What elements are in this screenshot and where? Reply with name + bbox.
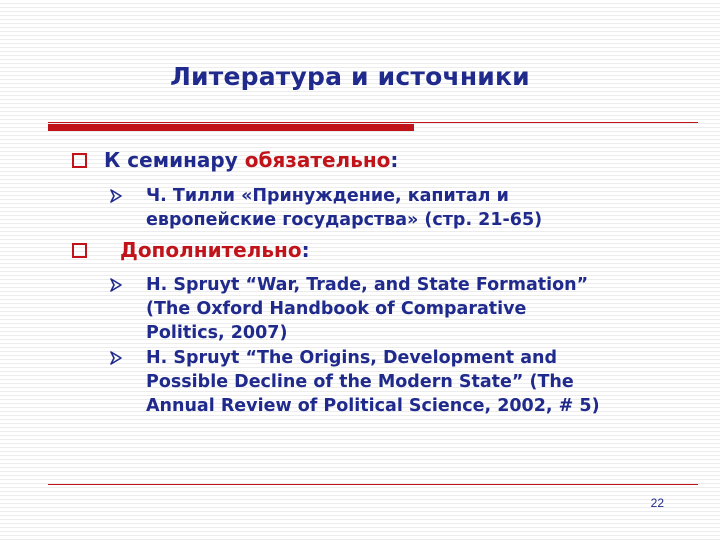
arrow-bullet-icon	[110, 278, 122, 292]
section-heading-required	[104, 148, 398, 172]
square-bullet-icon	[72, 243, 87, 258]
title-accent-bar	[48, 124, 414, 131]
list-item-line: H. Spruyt “War, Trade, and State Formation”	[146, 275, 589, 295]
arrow-bullet-icon	[110, 189, 122, 203]
list-item-spruyt-war-trade	[146, 273, 588, 345]
section-heading-emphasis: обязательно	[244, 148, 391, 172]
top-divider-line	[48, 122, 698, 123]
list-item-line: Ч. Тилли «Принуждение, капитал и	[146, 186, 509, 206]
list-item-spruyt-origins	[146, 346, 600, 418]
list-item-tilly	[146, 184, 542, 232]
list-item-line: европейские государства» (стр. 21-65)	[146, 210, 543, 230]
bottom-divider-line	[48, 484, 698, 485]
page-number: 22	[650, 496, 664, 510]
section-heading-emphasis: Дополнительно	[120, 238, 302, 262]
list-item-line: H. Spruyt “The Origins, Development and	[146, 348, 558, 368]
list-item-line: Politics, 2007)	[146, 323, 288, 343]
arrow-bullet-icon	[110, 351, 122, 365]
section-heading-additional	[120, 238, 310, 262]
section-heading-prefix: К семинару	[104, 148, 245, 172]
list-item-line: (The Oxford Handbook of Comparative	[146, 299, 527, 319]
square-bullet-icon	[72, 153, 87, 168]
section-heading-suffix: :	[390, 148, 399, 172]
list-item-line: Annual Review of Political Science, 2002, # 5)	[146, 396, 600, 416]
list-item-line: Possible Decline of the Modern State” (The	[146, 372, 574, 392]
section-heading-suffix: :	[301, 238, 310, 262]
slide-title: Литература и источники	[170, 62, 530, 91]
